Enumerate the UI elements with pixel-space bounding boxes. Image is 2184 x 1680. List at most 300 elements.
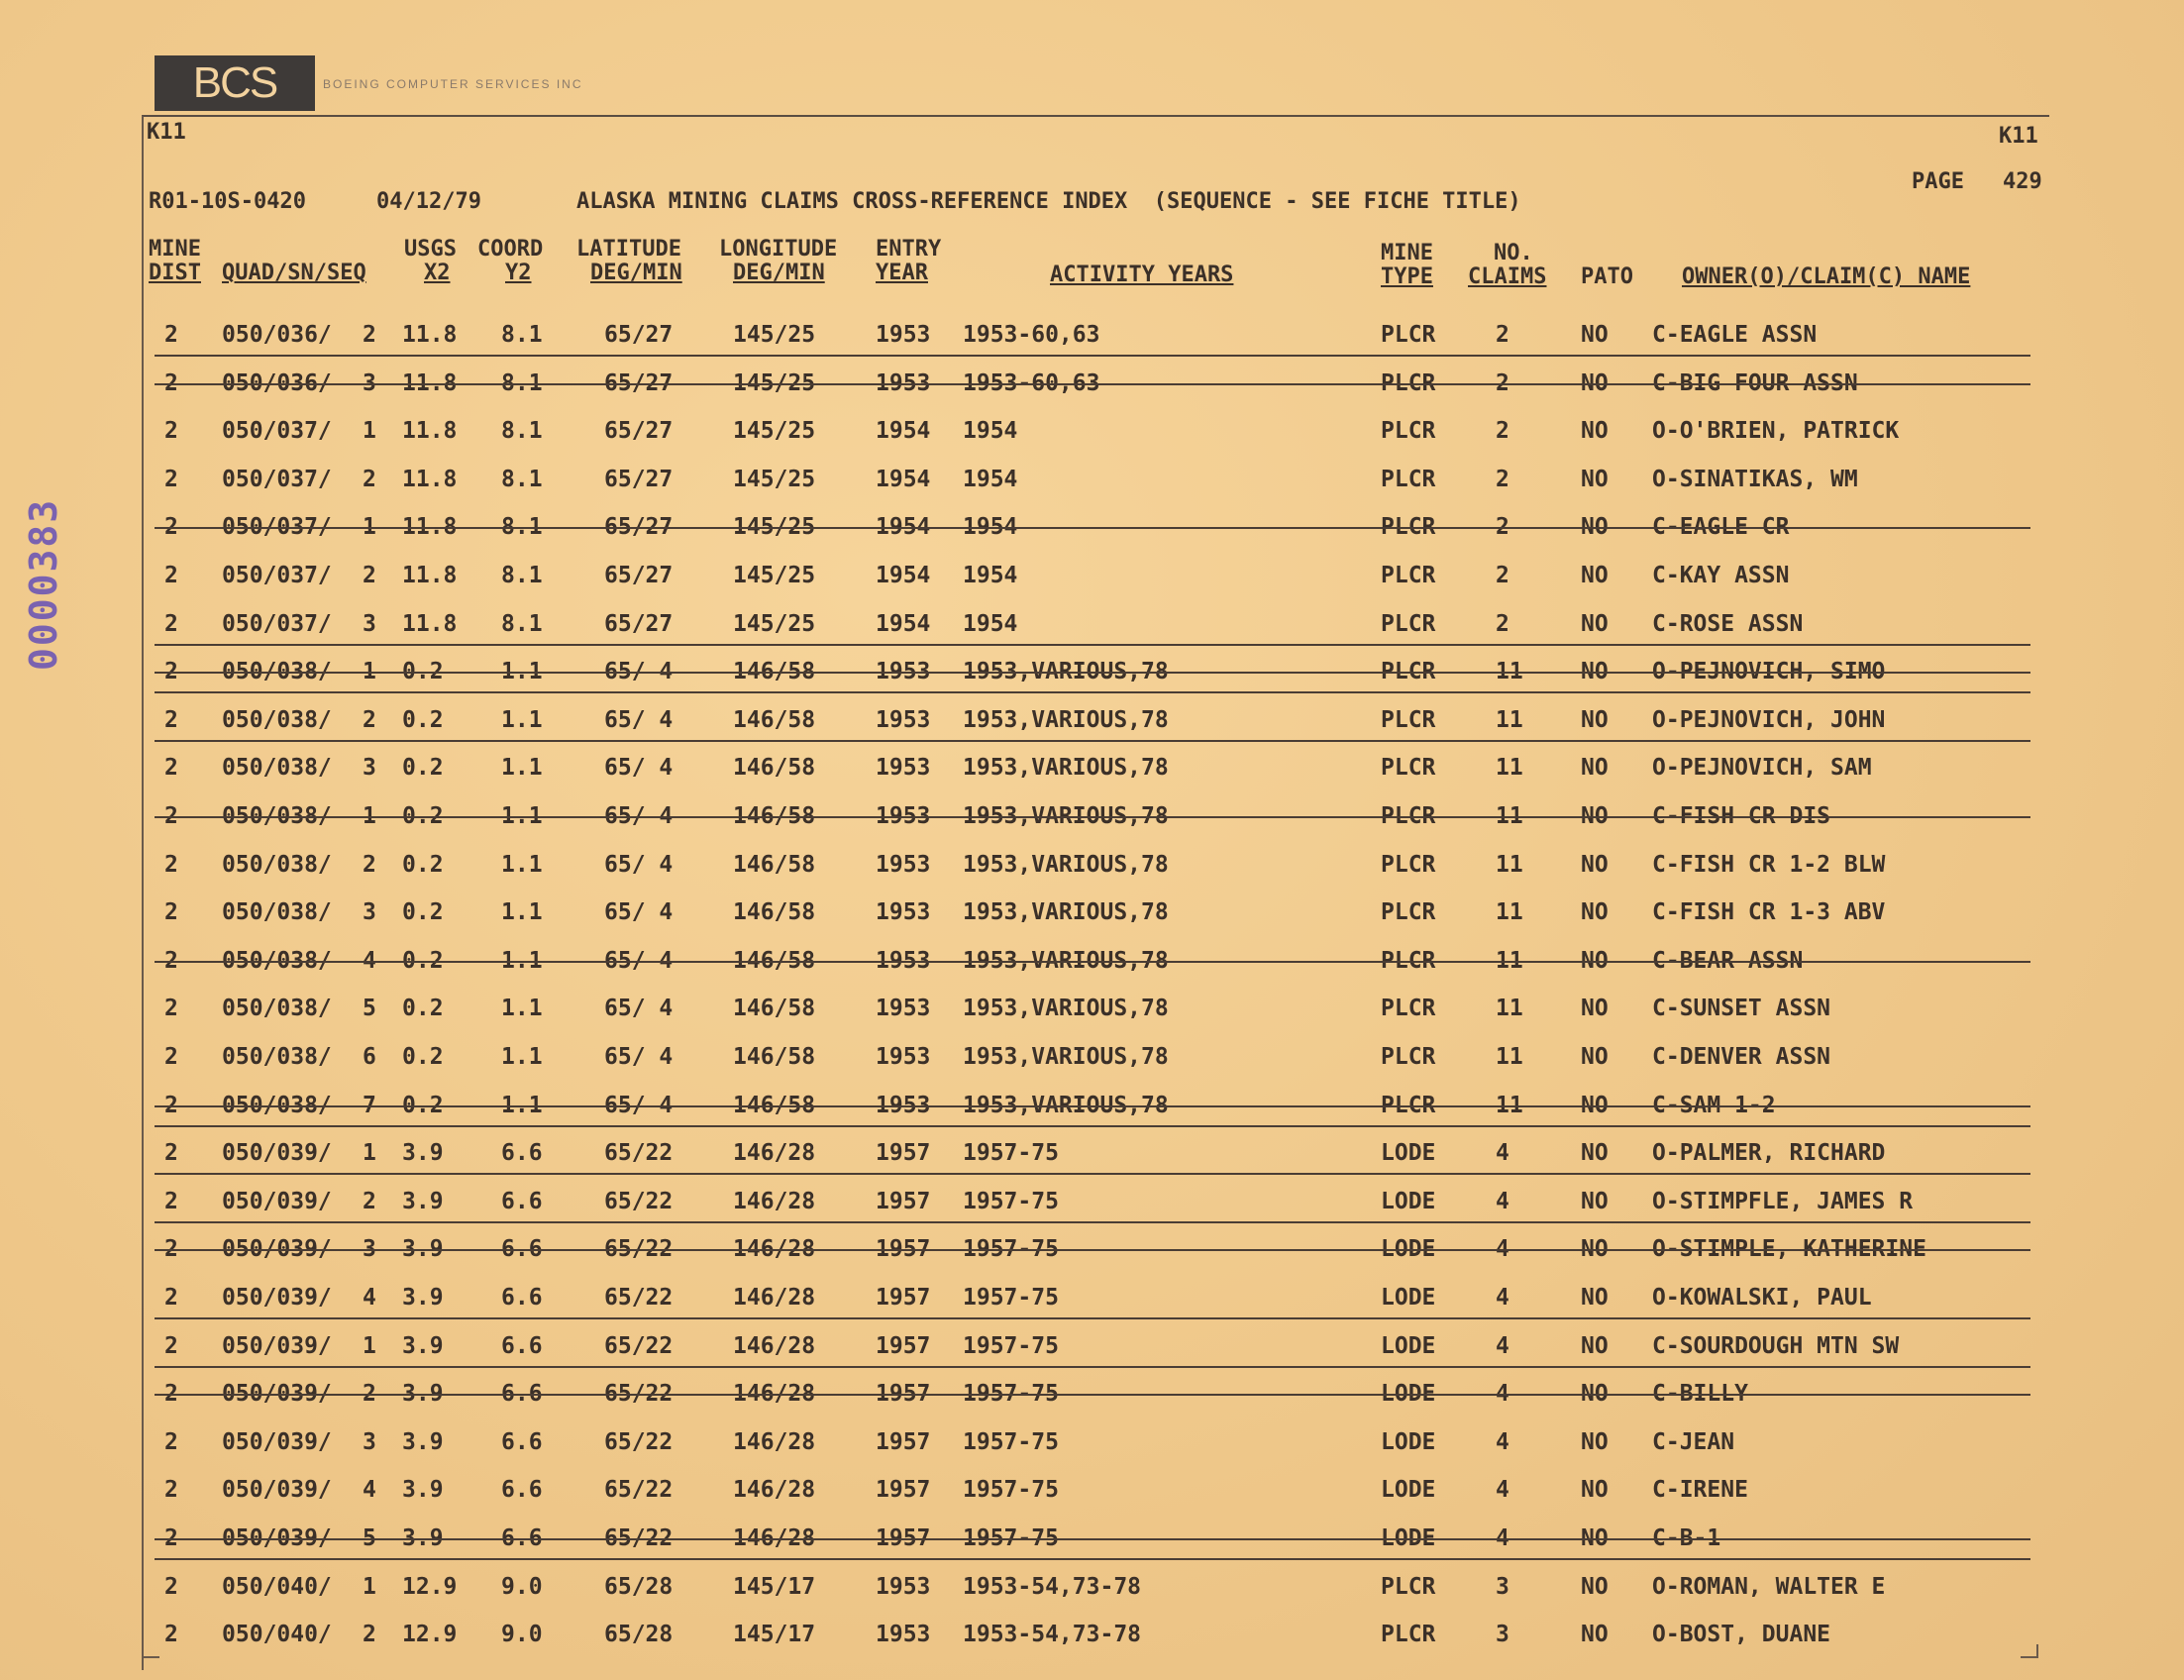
cell-pato: NO [1581,1525,1609,1551]
col-activity: ACTIVITY YEARS [1050,262,1234,287]
cell-seq: 1 [363,803,376,829]
cell-y2: 8.1 [501,369,543,396]
cell-seq: 6 [363,1044,376,1070]
cell-claims: 11 [1496,996,1523,1022]
cell-y2: 1.1 [501,996,543,1022]
cell-y2: 1.1 [501,706,543,733]
cell-x2: 12.9 [402,1622,458,1648]
cell-quad: 050/040/ [222,1573,332,1600]
cell-lat: 65/ 4 [604,659,674,685]
cell-type: PLCR [1381,322,1436,348]
cell-x2: 3.9 [402,1381,444,1408]
cell-lat: 65/22 [604,1332,674,1359]
row-separator-line [155,691,2030,693]
cell-pato: NO [1581,466,1609,492]
cell-pato: NO [1581,418,1609,445]
cell-dist: 2 [164,996,178,1022]
cell-quad: 050/037/ [222,563,332,588]
cell-activity: 1957-75 [963,1188,1059,1214]
cell-name: O-O'BRIEN, PATRICK [1652,418,1900,445]
cell-entry: 1954 [876,514,931,541]
cell-x2: 0.2 [402,803,444,829]
cell-y2: 6.6 [501,1381,543,1408]
table-row [0,1274,2184,1321]
cell-name: O-PEJNOVICH, SIMO [1652,659,1886,685]
cell-lat: 65/22 [604,1428,674,1455]
col-entry-1: ENTRY [876,237,942,262]
col-coord-1: COORD [477,237,544,262]
cell-activity: 1954 [963,563,1018,588]
cell-y2: 6.6 [501,1428,543,1455]
cell-claims: 11 [1496,899,1523,926]
cell-activity: 1953-60,63 [963,322,1100,348]
cell-type: LODE [1381,1477,1436,1504]
cell-y2: 1.1 [501,947,543,974]
cell-claims: 2 [1496,369,1509,396]
cell-entry: 1953 [876,996,931,1022]
cell-x2: 0.2 [402,1092,444,1118]
cell-entry: 1953 [876,755,931,782]
cell-x2: 11.8 [402,418,458,445]
cell-pato: NO [1581,1573,1609,1600]
page-label: PAGE [1912,169,1964,194]
cell-entry: 1957 [876,1381,931,1408]
cell-claims: 3 [1496,1622,1509,1648]
cell-seq: 2 [363,1381,376,1408]
row-separator-line [155,1221,2030,1223]
cell-lat: 65/27 [604,322,674,348]
cell-claims: 11 [1496,947,1523,974]
cell-seq: 3 [363,899,376,926]
cell-type: PLCR [1381,466,1436,492]
cell-name: O-STIMPFLE, JAMES R [1652,1188,1914,1214]
cell-seq: 5 [363,996,376,1022]
cell-lat: 65/22 [604,1285,674,1311]
cell-lon: 146/58 [733,803,816,829]
table-row [0,985,2184,1032]
cell-seq: 2 [363,563,376,588]
cell-y2: 8.1 [501,418,543,445]
cell-quad: 050/039/ [222,1188,332,1214]
col-mine-type-2: TYPE [1381,264,1433,289]
col-lat-1: LATITUDE [576,237,681,262]
col-lat-2: DEG/MIN [590,261,682,285]
cell-name: C-DENVER ASSN [1652,1044,1831,1070]
cell-lat: 65/27 [604,369,674,396]
cell-dist: 2 [164,659,178,685]
cell-x2: 0.2 [402,851,444,878]
table-row [0,1515,2184,1562]
cell-dist: 2 [164,466,178,492]
cell-name: C-BEAR ASSN [1652,947,1804,974]
table-row [0,937,2184,985]
cell-seq: 3 [363,610,376,637]
col-pato: PATO [1581,264,1633,289]
cell-entry: 1953 [876,899,931,926]
cell-dist: 2 [164,1622,178,1648]
cell-pato: NO [1581,1285,1609,1311]
cell-dist: 2 [164,1140,178,1167]
cell-lon: 145/17 [733,1622,816,1648]
cell-quad: 050/039/ [222,1140,332,1167]
code-left: K11 [147,120,186,145]
cell-dist: 2 [164,803,178,829]
cell-lat: 65/27 [604,418,674,445]
cell-dist: 2 [164,1044,178,1070]
cell-type: LODE [1381,1140,1436,1167]
cell-lat: 65/22 [604,1188,674,1214]
cell-type: PLCR [1381,1573,1436,1600]
cell-pato: NO [1581,1428,1609,1455]
cell-pato: NO [1581,899,1609,926]
cell-dist: 2 [164,1477,178,1504]
cell-quad: 050/038/ [222,851,332,878]
cell-claims: 11 [1496,851,1523,878]
cell-claims: 4 [1496,1188,1509,1214]
cell-entry: 1953 [876,322,931,348]
cell-seq: 3 [363,369,376,396]
cell-type: PLCR [1381,947,1436,974]
cell-claims: 4 [1496,1332,1509,1359]
cell-entry: 1957 [876,1332,931,1359]
cell-pato: NO [1581,659,1609,685]
cell-dist: 2 [164,706,178,733]
cell-type: LODE [1381,1428,1436,1455]
cell-name: O-BOST, DUANE [1652,1622,1831,1648]
cell-dist: 2 [164,1525,178,1551]
cell-x2: 3.9 [402,1236,444,1263]
cell-claims: 2 [1496,514,1509,541]
col-owner: OWNER(O)/CLAIM(C) NAME [1682,264,1971,289]
cell-y2: 6.6 [501,1285,543,1311]
cell-seq: 1 [363,659,376,685]
cell-y2: 6.6 [501,1477,543,1504]
bcs-logo: BCS [155,55,315,111]
cell-lat: 65/ 4 [604,1092,674,1118]
cell-y2: 6.6 [501,1188,543,1214]
table-row [0,1082,2184,1129]
cell-lat: 65/ 4 [604,899,674,926]
cell-x2: 11.8 [402,369,458,396]
cell-x2: 0.2 [402,706,444,733]
cell-entry: 1953 [876,1622,931,1648]
table-row [0,696,2184,744]
cell-claims: 2 [1496,322,1509,348]
cell-pato: NO [1581,851,1609,878]
table-row [0,1418,2184,1466]
cell-activity: 1953,VARIOUS,78 [963,899,1169,926]
cell-activity: 1954 [963,418,1018,445]
row-separator-line [155,740,2030,742]
cell-activity: 1953,VARIOUS,78 [963,659,1169,685]
cell-claims: 2 [1496,610,1509,637]
table-row [0,744,2184,791]
cell-x2: 3.9 [402,1140,444,1167]
code-right: K11 [1999,124,2038,149]
cell-name: C-BILLY [1652,1381,1748,1408]
cell-dist: 2 [164,1381,178,1408]
cell-x2: 0.2 [402,1044,444,1070]
cell-x2: 0.2 [402,947,444,974]
col-usgs-2: X2 [424,261,451,285]
cell-activity: 1953,VARIOUS,78 [963,1092,1169,1118]
cell-quad: 050/039/ [222,1428,332,1455]
cell-name: C-BIG FOUR ASSN [1652,369,1858,396]
cell-lon: 146/28 [733,1140,816,1167]
cell-type: PLCR [1381,418,1436,445]
col-usgs-1: USGS [404,237,457,262]
cell-lon: 146/58 [733,706,816,733]
cell-activity: 1953,VARIOUS,78 [963,755,1169,782]
cell-seq: 2 [363,851,376,878]
col-lon-1: LONGITUDE [719,237,838,262]
cell-quad: 050/040/ [222,1622,332,1648]
cell-y2: 8.1 [501,466,543,492]
cell-name: C-EAGLE CR [1652,514,1790,541]
cell-x2: 0.2 [402,899,444,926]
cell-type: PLCR [1381,899,1436,926]
cell-seq: 4 [363,1285,376,1311]
cell-seq: 1 [363,418,376,445]
cell-activity: 1953,VARIOUS,78 [963,706,1169,733]
col-lon-2: DEG/MIN [733,261,825,285]
cell-name: C-FISH CR 1-2 BLW [1652,851,1886,878]
cell-quad: 050/037/ [222,610,332,637]
cell-x2: 0.2 [402,755,444,782]
cell-lat: 65/22 [604,1525,674,1551]
cell-name: O-STIMPLE, KATHERINE [1652,1236,1926,1263]
cell-entry: 1953 [876,1573,931,1600]
cell-lat: 65/ 4 [604,803,674,829]
cell-activity: 1954 [963,514,1018,541]
cell-activity: 1953,VARIOUS,78 [963,803,1169,829]
cell-entry: 1954 [876,466,931,492]
cell-pato: NO [1581,1044,1609,1070]
cell-x2: 11.8 [402,610,458,637]
cell-pato: NO [1581,1236,1609,1263]
report-title: ALASKA MINING CLAIMS CROSS-REFERENCE INDEX (SEQUENCE - SEE FICHE TITLE) [576,189,1521,214]
cell-lat: 65/27 [604,514,674,541]
table-row [0,841,2184,889]
cell-dist: 2 [164,1092,178,1118]
cell-dist: 2 [164,851,178,878]
row-separator-line [155,1173,2030,1175]
table-row [0,648,2184,695]
cell-seq: 2 [363,322,376,348]
cell-name: O-PEJNOVICH, JOHN [1652,706,1886,733]
cell-entry: 1953 [876,369,931,396]
cell-pato: NO [1581,803,1609,829]
cell-entry: 1953 [876,947,931,974]
cell-entry: 1957 [876,1140,931,1167]
cell-y2: 1.1 [501,1092,543,1118]
cell-claims: 11 [1496,803,1523,829]
cell-x2: 3.9 [402,1285,444,1311]
cell-claims: 11 [1496,1092,1523,1118]
cell-y2: 6.6 [501,1140,543,1167]
table-row [0,503,2184,551]
cell-pato: NO [1581,1092,1609,1118]
cell-seq: 3 [363,755,376,782]
col-mine-dist-1: MINE [149,237,201,262]
cell-lon: 146/58 [733,755,816,782]
cell-quad: 050/038/ [222,755,332,782]
table-row [0,1563,2184,1611]
cell-dist: 2 [164,1332,178,1359]
cell-dist: 2 [164,1573,178,1600]
cell-lat: 65/22 [604,1381,674,1408]
table-row [0,552,2184,599]
table-row [0,1370,2184,1418]
cell-entry: 1953 [876,1092,931,1118]
cell-pato: NO [1581,369,1609,396]
cell-claims: 4 [1496,1140,1509,1167]
row-separator-line [155,644,2030,646]
cell-entry: 1953 [876,803,931,829]
col-quad: QUAD/SN/SEQ [222,261,366,285]
cell-y2: 1.1 [501,899,543,926]
cell-seq: 3 [363,1236,376,1263]
cell-name: O-PALMER, RICHARD [1652,1140,1886,1167]
cell-lat: 65/ 4 [604,851,674,878]
cell-type: PLCR [1381,563,1436,588]
cell-type: LODE [1381,1381,1436,1408]
cell-type: PLCR [1381,610,1436,637]
cell-name: C-SOURDOUGH MTN SW [1652,1332,1900,1359]
cell-pato: NO [1581,514,1609,541]
cell-quad: 050/038/ [222,1092,332,1118]
cell-x2: 12.9 [402,1573,458,1600]
cell-activity: 1957-75 [963,1285,1059,1311]
cell-lon: 145/25 [733,466,816,492]
cell-x2: 3.9 [402,1525,444,1551]
cell-x2: 11.8 [402,563,458,588]
cell-quad: 050/038/ [222,1044,332,1070]
table-row [0,311,2184,359]
cell-claims: 2 [1496,466,1509,492]
cell-pato: NO [1581,1140,1609,1167]
cell-lon: 146/58 [733,1044,816,1070]
cell-type: PLCR [1381,755,1436,782]
cell-lat: 65/28 [604,1573,674,1600]
cell-type: PLCR [1381,803,1436,829]
cell-pato: NO [1581,610,1609,637]
cell-entry: 1953 [876,1044,931,1070]
cell-seq: 1 [363,1573,376,1600]
cell-lon: 146/28 [733,1525,816,1551]
cell-quad: 050/039/ [222,1477,332,1504]
table-row [0,1033,2184,1081]
cell-lon: 145/25 [733,322,816,348]
cell-claims: 4 [1496,1285,1509,1311]
cell-lat: 65/22 [604,1477,674,1504]
cell-y2: 8.1 [501,322,543,348]
cell-lon: 146/28 [733,1236,816,1263]
cell-name: C-SAM 1-2 [1652,1092,1776,1118]
cell-dist: 2 [164,322,178,348]
table-row [0,360,2184,407]
cell-type: PLCR [1381,851,1436,878]
cell-type: PLCR [1381,659,1436,685]
cell-lon: 146/28 [733,1188,816,1214]
cell-activity: 1954 [963,610,1018,637]
cell-quad: 050/038/ [222,947,332,974]
cell-seq: 1 [363,1140,376,1167]
cell-lat: 65/28 [604,1622,674,1648]
cell-y2: 1.1 [501,755,543,782]
cell-lat: 65/27 [604,563,674,588]
report-id: R01-10S-0420 [149,189,306,214]
cell-lon: 145/25 [733,369,816,396]
cell-quad: 050/038/ [222,706,332,733]
cell-dist: 2 [164,514,178,541]
cell-lon: 146/28 [733,1332,816,1359]
cell-dist: 2 [164,610,178,637]
row-separator-line [155,1366,2030,1368]
cell-dist: 2 [164,899,178,926]
cell-lon: 146/58 [733,851,816,878]
cell-entry: 1953 [876,706,931,733]
cell-lon: 146/28 [733,1477,816,1504]
cell-claims: 4 [1496,1525,1509,1551]
cell-pato: NO [1581,1188,1609,1214]
cell-dist: 2 [164,563,178,588]
cell-y2: 1.1 [501,659,543,685]
row-separator-line [155,1317,2030,1319]
cell-pato: NO [1581,996,1609,1022]
cell-type: PLCR [1381,1622,1436,1648]
cell-lon: 146/28 [733,1285,816,1311]
cell-lat: 65/ 4 [604,947,674,974]
cell-quad: 050/039/ [222,1381,332,1408]
cell-lat: 65/22 [604,1236,674,1263]
table-row [0,1178,2184,1225]
table-row [0,1129,2184,1177]
table-row [0,1322,2184,1370]
cell-type: PLCR [1381,996,1436,1022]
page-number: 429 [2003,169,2042,194]
cell-name: O-SINATIKAS, WM [1652,466,1858,492]
cell-claims: 4 [1496,1381,1509,1408]
cell-y2: 8.1 [501,563,543,588]
cell-y2: 6.6 [501,1236,543,1263]
cell-quad: 050/038/ [222,899,332,926]
cell-seq: 2 [363,1622,376,1648]
row-separator-line [155,1125,2030,1127]
table-row [0,407,2184,455]
cell-name: C-FISH CR DIS [1652,803,1831,829]
cell-dist: 2 [164,1236,178,1263]
col-coord-2: Y2 [505,261,532,285]
cell-activity: 1954 [963,466,1018,492]
document-stamp: 0000383 [22,497,65,672]
cell-quad: 050/038/ [222,803,332,829]
cell-name: C-SUNSET ASSN [1652,996,1831,1022]
cell-activity: 1953,VARIOUS,78 [963,1044,1169,1070]
row-separator-line [155,355,2030,357]
table-row [0,792,2184,840]
cell-y2: 9.0 [501,1573,543,1600]
cell-x2: 3.9 [402,1477,444,1504]
cell-seq: 3 [363,1428,376,1455]
cell-lon: 145/25 [733,514,816,541]
cell-entry: 1953 [876,851,931,878]
cell-type: PLCR [1381,1092,1436,1118]
cell-lon: 145/25 [733,610,816,637]
cell-seq: 5 [363,1525,376,1551]
cell-claims: 11 [1496,659,1523,685]
company-name: BOEING COMPUTER SERVICES INC [323,77,583,91]
